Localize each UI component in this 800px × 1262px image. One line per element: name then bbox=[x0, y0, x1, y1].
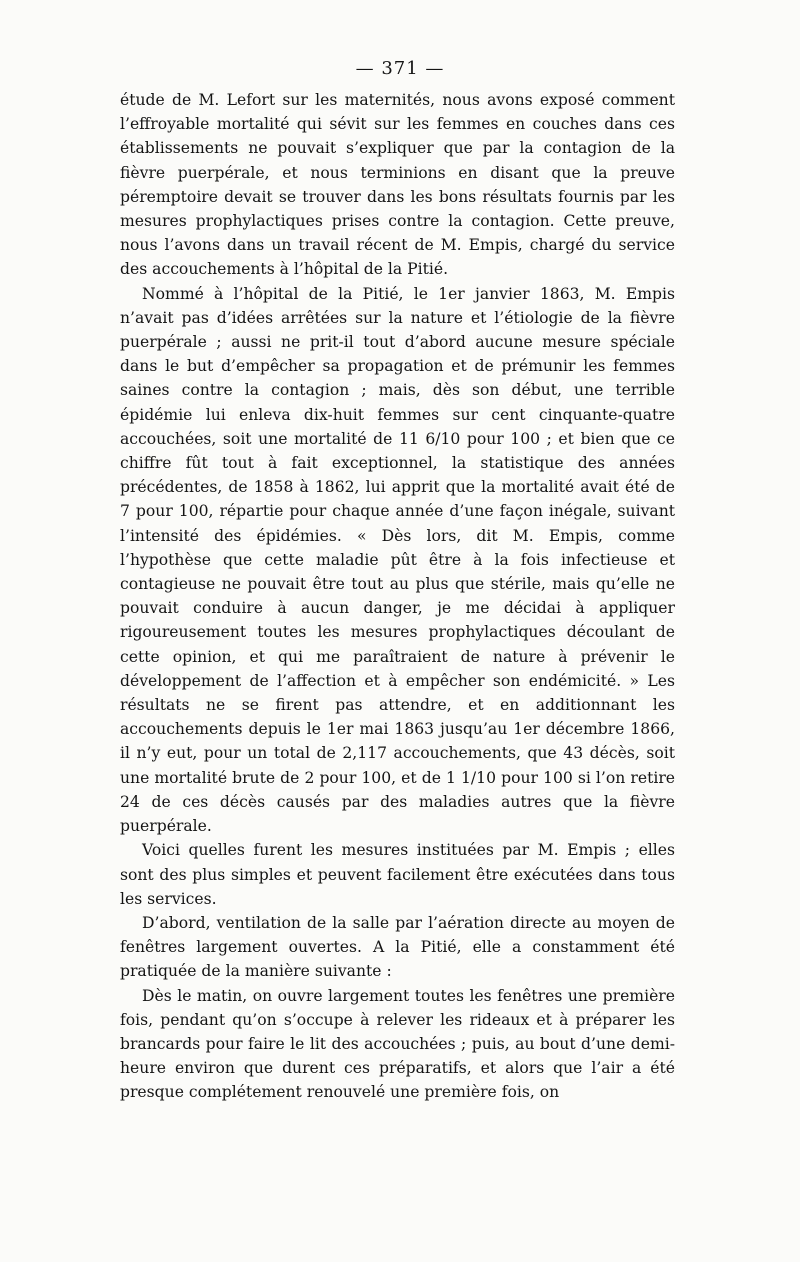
paragraph-3: Voici quelles furent les mesures instituées par M. Empis ; elles sont des plus simples et peuvent facilement être exécutées dans tous les services. bbox=[120, 841, 675, 908]
page-number: — 371 — bbox=[355, 58, 445, 79]
paragraph-2: Nommé à l’hôpital de la Pitié, le 1er janvier 1863, M. Empis n’avait pas d’idées arrêtées sur la nature et l’étiologie de la fièvre puerpérale ; aussi ne prit-il tout d’abord aucune mesure spéciale dans le but d’empêcher sa propagation et de prémunir les femmes saines contre la contagion ; mais, dès son début, une terrible épidémie lui enleva dix-huit femmes sur cent cinquante-quatre accouchées, soit une mortalité de 11 6/10 pour 100 ; et bien que ce chiffre fût tout à fait exceptionnel, la statistique des années précédentes, de 1858 à 1862, lui apprit que la mortalité avait été de 7 pour 100, répartie pour chaque année d’une façon inégale, suivant l’intensité des épidémies. « Dès lors, dit M. Empis, comme l’hypothèse que cette maladie pût être à la fois infectieuse et contagieuse ne pouvait être tout au plus que stérile, mais qu’elle ne pouvait conduire à aucun danger, je me décidai à appliquer rigoureusement toutes les mesures prophylactiques découlant de cette opinion, et qui me paraîtraient de nature à prévenir le développement de l’affection et à empêcher son endémicité. » Les résultats ne se firent pas attendre, et en additionnant les accouchements depuis le 1er mai 1863 jusqu’au 1er décembre 1866, il n’y eut, pour un total de 2,117 accouchements, que 43 décès, soit une mortalité brute de 2 pour 100, et de 1 1/10 pour 100 si l’on retire 24 de ces décès causés par des maladies autres que la fièvre puerpérale. bbox=[120, 284, 675, 836]
paragraph-5: Dès le matin, on ouvre largement toutes les fenêtres une première fois, pendant qu’on s’occupe à relever les rideaux et à préparer les brancards pour faire le lit des accouchées ; puis, au bout d’une demi-heure environ que durent ces préparatifs, et alors que l’air a été presque complétement renouvelé une première fois, on bbox=[120, 986, 675, 1102]
body-text bbox=[120, 88, 675, 1105]
paragraph-4: D’abord, ventilation de la salle par l’aération directe au moyen de fenêtres largement ouvertes. A la Pitié, elle a constamment été pratiquée de la manière suivante : bbox=[120, 913, 675, 981]
paragraph-1: étude de M. Lefort sur les maternités, nous avons exposé comment l’effroyable mortalité qui sévit sur les femmes en couches dans ces établissements ne pouvait s’expliquer que par la contagion de la fièvre puerpérale, et nous terminions en disant que la preuve péremptoire devait se trouver dans les bons résultats fournis par les mesures prophylactiques prises contre la contagion. Cette preuve, nous l’avons dans un travail récent de M. Empis, chargé du service des accouchements à l’hôpital de la Pitié. bbox=[120, 91, 675, 279]
